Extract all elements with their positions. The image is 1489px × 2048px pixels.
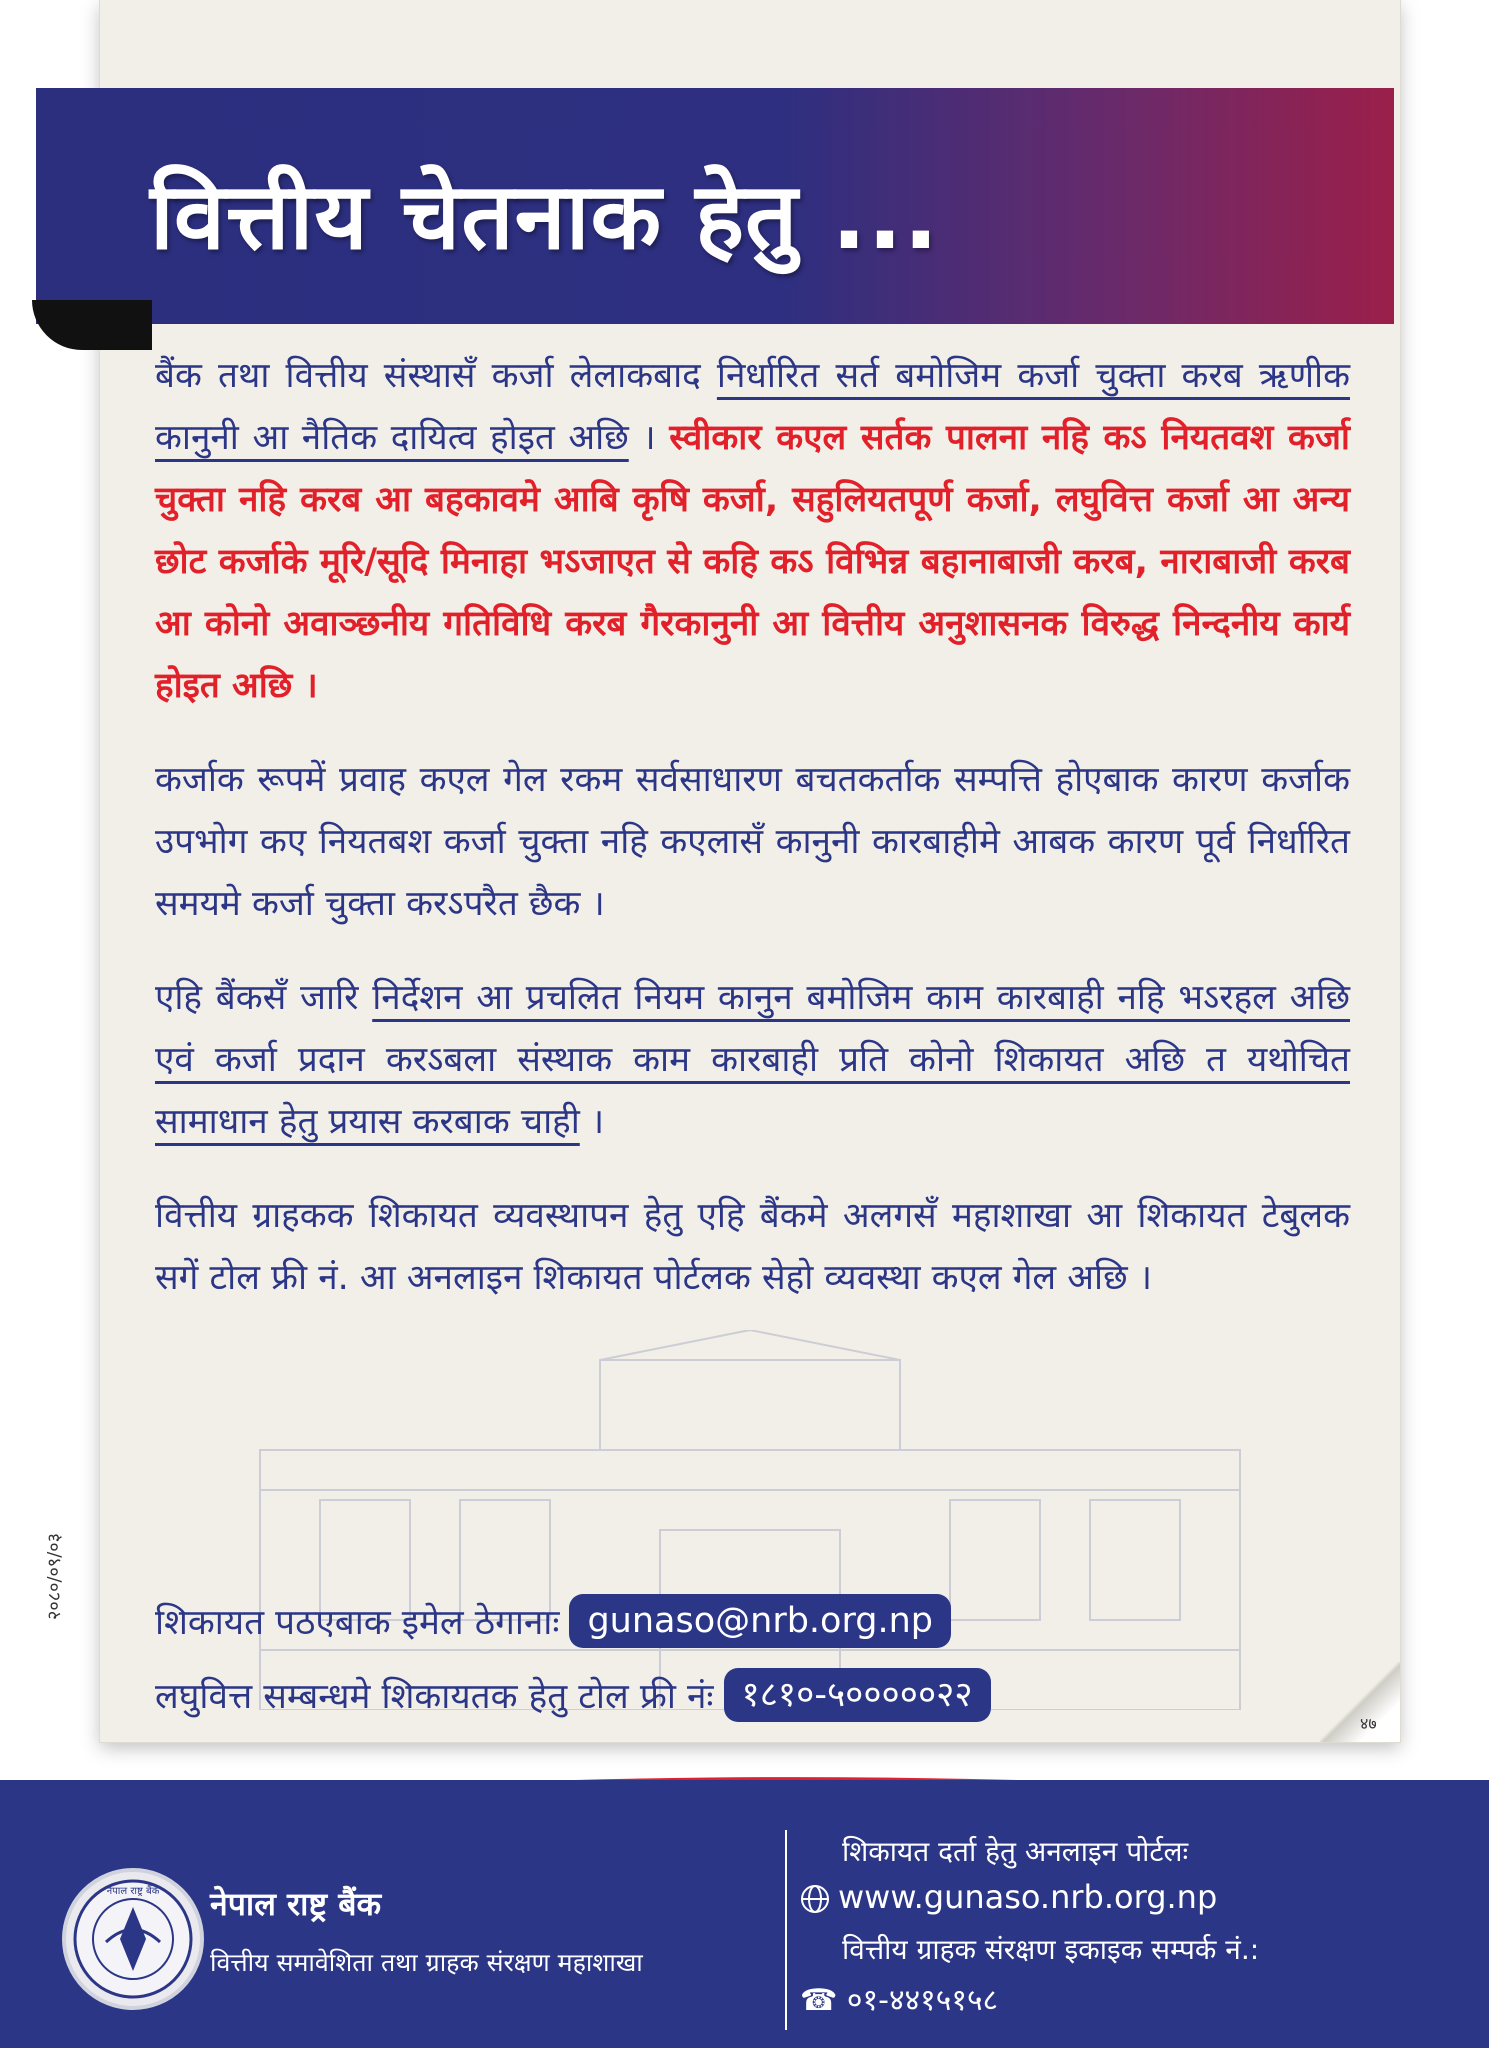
tollfree-number[interactable]: १८१०-५०००००२२ (724, 1668, 991, 1722)
nrb-emblem-icon (62, 1868, 204, 2010)
page-number: ४७ (1360, 1714, 1377, 1733)
phone-number[interactable]: ०१-४४१५१५८ (846, 1983, 999, 2018)
side-date: २०८०/०९/०३ (44, 1532, 65, 1620)
p1-warning-text: स्वीकार कएल सर्तक पालना नहि कऽ नियतवश कर्जा चुक्ता नहि करब आ बहकावमे आबि कृषि कर्जा, सहुलियतपूर्ण कर्जा, लघुवित्त कर्जा आ अन्य छोट कर्जाके मूरि/सूदि मिनाहा भऽजाएत से कहि कऽ विभिन्न बहानाबाजी करब, नाराबाजी करब आ कोनो अवाञ्छनीय गतिविधि करब गैरकानुनी आ वित्तीय अनुशासनक विरुद्ध निन्दनीय कार्य होइत अछि । (155, 418, 1350, 706)
email-row (155, 1594, 951, 1648)
phone-row (800, 1978, 998, 2019)
body-text (155, 345, 1350, 1341)
phone-icon: ☎ (800, 1983, 838, 2018)
p3-underlined: निर्देशन आ प्रचलित नियम कानुन बमोजिम काम कारबाही नहि भऽरहल अछि एवं कर्जा प्रदान करऽबला संस्थाक काम कारबाही प्रति कोनो शिकायत अछि त यथोचित सामाधान हेतु प्रयास करबाक चाही (155, 978, 1350, 1142)
paragraph-3 (155, 967, 1350, 1153)
page-title: वित्तीय चेतनाक हेतु ... (150, 163, 940, 270)
portal-url-link[interactable]: www.gunaso.nrb.org.np (838, 1878, 1218, 1916)
paragraph-1 (155, 345, 1350, 717)
banner-curl (32, 300, 152, 350)
contact-label: वित्तीय ग्राहक संरक्षण इकाइक सम्पर्क नं.: (842, 1933, 1260, 1966)
building-sketch-illustration (180, 1330, 1320, 1710)
p1-text-a: बैंक तथा वित्तीय संस्थासँ कर्जा लेलाकबाद (155, 356, 717, 396)
portal-label: शिकायत दर्ता हेतु अनलाइन पोर्टलः (842, 1835, 1189, 1868)
org-subtitle: वित्तीय समावेशिता तथा ग्राहक संरक्षण महाशाखा (210, 1948, 643, 1977)
portal-row (800, 1878, 1217, 1916)
emblem-text: नेपाल राष्ट्र बैंक (106, 1886, 160, 1897)
tollfree-row (155, 1668, 991, 1722)
paragraph-4: वित्तीय ग्राहकक शिकायत व्यवस्थापन हेतु एहि बैंकमे अलगसँ महाशाखा आ शिकायत टेबुलक सगें टोल फ्री नं. आ अनलाइन शिकायत पोर्टलक सेहो व्यवस्था कएल गेल अछि । (155, 1196, 1350, 1298)
p1-text-b: । (628, 418, 670, 458)
p1-underlined: निर्धारित सर्त बमोजिम कर्जा चुक्ता करब ऋणीक कानुनी आ नैतिक दायित्व होइत अछि (155, 356, 1350, 458)
email-label: शिकायत पठएबाक इमेल ठेगानाः (155, 1602, 560, 1643)
p3-text-a: एहि बैंकसँ जारि (155, 978, 373, 1018)
paragraph-2: कर्जाक रूपमें प्रवाह कएल गेल रकम सर्वसाधारण बचतकर्ताक सम्पत्ति होएबाक कारण कर्जाक उपभोग कए नियतबश कर्जा चुक्ता नहि कएलासँ कानुनी कारबाहीमे आबक कारण पूर्व निर्धारित समयमे कर्जा चुक्ता करऽपरैत छैक । (155, 760, 1350, 924)
org-name: नेपाल राष्ट्र बैंक (210, 1885, 382, 1923)
tollfree-label: लघुवित्त सम्बन्धमे शिकायतक हेतु टोल फ्री नंः (155, 1676, 714, 1717)
footer-divider (785, 1830, 787, 2030)
email-link[interactable]: gunaso@nrb.org.np (569, 1594, 951, 1648)
p3-text-b: । (579, 1102, 605, 1142)
globe-icon (800, 1884, 830, 1914)
